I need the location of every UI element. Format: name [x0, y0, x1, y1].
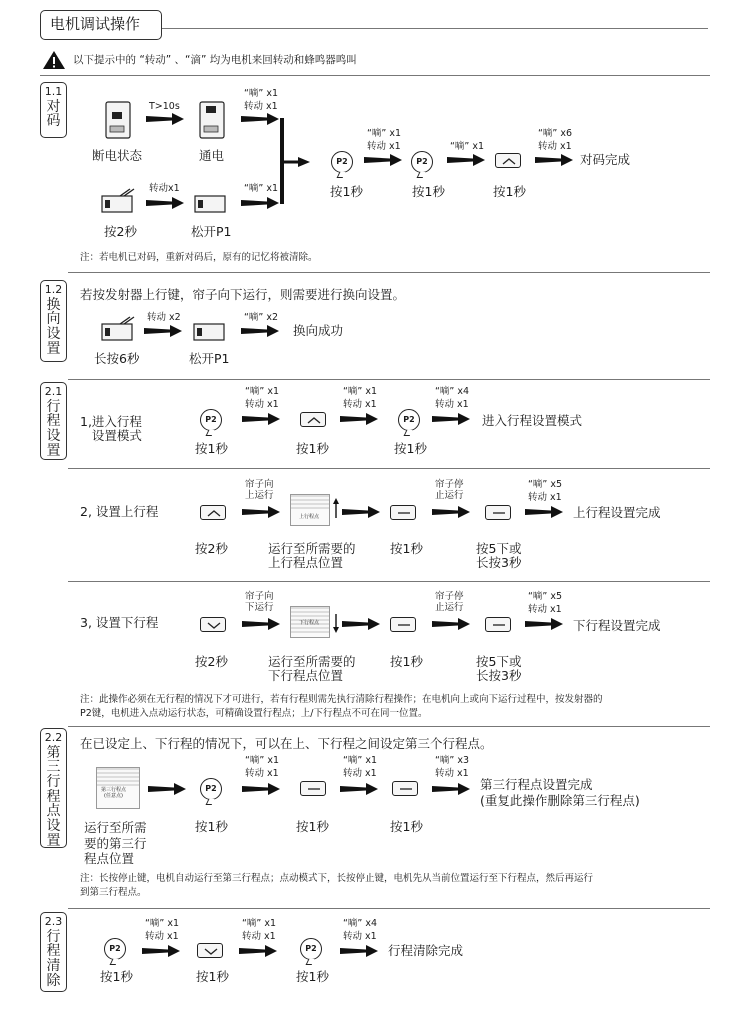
beep-count: “嘀” x1 [145, 918, 180, 929]
down-key-icon [200, 617, 226, 632]
arrow-icon [525, 506, 565, 518]
section-label-2-1: 2.1 行 程 设 置 [40, 382, 67, 460]
down-key-icon [197, 943, 223, 958]
p2-button-icon: P2 [331, 151, 353, 173]
label-press-1s: 按1秒 [195, 819, 228, 834]
divider [68, 908, 710, 909]
arrow-icon [432, 783, 472, 795]
arrow-icon [242, 618, 282, 630]
arrow-icon [241, 325, 281, 337]
arrow-icon [241, 197, 281, 209]
label-press-1s: 按1秒 [390, 654, 423, 669]
label-press-1s: 按1秒 [412, 184, 445, 199]
beep-count: “嘀” x5 [528, 479, 563, 490]
down-arrow-icon [332, 612, 340, 634]
beep-count: “嘀” x1 [245, 386, 280, 397]
beep-count: “嘀” x1 [343, 755, 378, 766]
step-enter-mode: 1,进入行程 设置模式 [80, 414, 142, 444]
label-long-press-6s: 长按6秒 [94, 351, 140, 366]
arrow-icon [432, 618, 472, 630]
merge-bracket-icon [280, 116, 312, 208]
turn-count: 转动 x2 [147, 312, 181, 323]
note: 注：若电机已对码，重新对码后，原有的记忆将被清除。 [80, 252, 318, 263]
divider [68, 272, 710, 273]
label-press-2s: 按2秒 [195, 654, 228, 669]
turn-count: 转动 x1 [435, 399, 469, 410]
stop-key-icon [390, 505, 416, 520]
label-press-1s: 按1秒 [195, 441, 228, 456]
curtain-point-label: 上行程点 [299, 514, 320, 520]
label-press-1s: 按1秒 [296, 819, 329, 834]
enter-travel-mode: 进入行程设置模式 [482, 413, 583, 428]
arrow-icon [432, 506, 472, 518]
remote-control-icon [193, 188, 231, 216]
label-press-1s: 按1秒 [296, 969, 329, 984]
p2-button-icon: P2 [200, 409, 222, 431]
p2-button-icon: P2 [411, 151, 433, 173]
curtain-lower-diagram [290, 606, 330, 638]
run-to-third: 运行至所需 要的第三行 程点位置 [84, 820, 147, 867]
arrow-icon [148, 783, 188, 795]
p2-button-icon: P2 [200, 778, 222, 800]
turn-count: 转动 x1 [145, 931, 179, 942]
arrow-icon [525, 618, 565, 630]
label-power-off: 断电状态 [92, 148, 143, 163]
arrow-icon [342, 618, 382, 630]
label-release-p1: 松开P1 [191, 224, 232, 239]
turn-count: 转动 x1 [538, 141, 572, 152]
arrow-icon [340, 945, 380, 957]
beep-count: “嘀” x1 [367, 128, 402, 139]
beep-count: “嘀” x4 [343, 918, 378, 929]
beep-count: “嘀” x5 [528, 591, 563, 602]
stop-key-icon [392, 781, 418, 796]
turn-count: 转动 x1 [343, 768, 377, 779]
arrow-icon [242, 506, 282, 518]
curtain-up-running: 帘子向 上运行 [245, 479, 274, 502]
label-press-2s: 按2秒 [104, 224, 137, 239]
beep-count: “嘀” x1 [245, 755, 280, 766]
arrow-icon [364, 154, 404, 166]
arrow-icon [342, 506, 382, 518]
pairing-complete: 对码完成 [580, 152, 631, 167]
arrow-icon [142, 945, 182, 957]
divider [40, 75, 710, 76]
warning-text: 以下提示中的 “转动” 、“滴” 均为电机来回转动和蜂鸣器鸣叫 [73, 54, 357, 66]
stop-key-icon [485, 505, 511, 520]
label-release-p1: 松开P1 [189, 351, 230, 366]
beep-count: “嘀” x1 [244, 183, 279, 194]
section-label-1-1: 1.1 对 码 [40, 82, 67, 138]
breaker-on-icon [198, 100, 228, 140]
beep-count: “嘀” x6 [538, 128, 573, 139]
travel-cleared: 行程清除完成 [388, 943, 464, 958]
label-press-1s: 按1秒 [493, 184, 526, 199]
turn-count: 转动 x1 [367, 141, 401, 152]
arrow-icon [146, 113, 186, 125]
arrow-icon [242, 413, 282, 425]
step-set-lower: 3, 设置下行程 [80, 615, 159, 630]
turn-count: 转动 x1 [435, 768, 469, 779]
divider [68, 379, 710, 380]
turn-count: 转动 x1 [528, 492, 562, 503]
up-key-icon [495, 153, 521, 168]
breaker-off-icon [104, 100, 134, 140]
note: 注：长按停止键，电机自动运行至第三行程点；点动模式下，长按停止键，电机先从当前位置运行至下行程点，然后再运行 到第三行程点。 [80, 873, 594, 898]
turn-count: 转动 x1 [245, 399, 279, 410]
up-arrow-icon [332, 498, 340, 520]
label-press-1s: 按1秒 [390, 819, 423, 834]
label-press-1s: 按1秒 [394, 441, 427, 456]
label-press-2s: 按2秒 [195, 541, 228, 556]
third-point-complete: 第三行程点设置完成 (重复此操作删除第三行程点) [480, 777, 640, 809]
up-key-icon [200, 505, 226, 520]
divider [68, 726, 710, 727]
arrow-icon [146, 197, 186, 209]
curtain-stopped: 帘子停 止运行 [435, 591, 464, 614]
label-press-1s: 按1秒 [196, 969, 229, 984]
label-press-1s: 按1秒 [330, 184, 363, 199]
arrow-icon [340, 783, 380, 795]
p2-button-icon: P2 [398, 409, 420, 431]
stop-key-icon [390, 617, 416, 632]
arrow-icon [144, 325, 184, 337]
label-press-1s: 按1秒 [100, 969, 133, 984]
arrow-icon [241, 113, 281, 125]
curtain-stopped: 帘子停 止运行 [435, 479, 464, 502]
turn-count: 转动 x1 [245, 768, 279, 779]
arrow-icon [340, 413, 380, 425]
curtain-down-running: 帘子向 下运行 [245, 591, 274, 614]
section-label-2-2: 2.2 第 三 行 程 点 设 置 [40, 728, 67, 848]
curtain-upper-diagram [290, 494, 330, 526]
label-t10s: T>10s [149, 101, 180, 112]
page-title: 电机调试操作 [40, 10, 162, 40]
curtain-point-label: 下行程点 [299, 620, 320, 626]
turn-count: 转动x1 [149, 183, 180, 194]
beep-count: “嘀” x4 [435, 386, 470, 397]
label-power-on: 通电 [199, 148, 225, 163]
label-press-5-or-3s: 按5下或 长按3秒 [476, 654, 522, 684]
turn-count: 转动 x1 [242, 931, 276, 942]
turn-count: 转动 x1 [244, 101, 278, 112]
beep-count: “嘀” x1 [343, 386, 378, 397]
arrow-icon [535, 154, 575, 166]
divider [68, 581, 710, 582]
section-label-1-2: 1.2 换 向 设 置 [40, 280, 67, 362]
arrow-icon [242, 783, 282, 795]
lower-travel-complete: 下行程设置完成 [573, 618, 661, 633]
p2-button-icon: P2 [104, 938, 126, 960]
stop-key-icon [485, 617, 511, 632]
note: 注：此操作必须在无行程的情况下才可进行，若有行程则需先执行清除行程操作；在电机向上或向下运行过程中，按发射器的 P2键，电机进入点动运行状态，可精确设置行程点；上/下行程点不可在同一位置。 [80, 694, 603, 719]
step-set-upper: 2, 设置上行程 [80, 504, 159, 519]
run-to-upper: 运行至所需要的 上行程点位置 [268, 541, 356, 571]
p2-button-icon: P2 [300, 938, 322, 960]
title-divider [162, 28, 708, 29]
turn-count: 转动 x1 [343, 399, 377, 410]
remote-control-icon [100, 188, 138, 216]
third-point-intro: 在已设定上、下行程的情况下，可以在上、下行程之间设定第三个行程点。 [80, 736, 493, 751]
beep-count: “嘀” x1 [244, 88, 279, 99]
label-press-1s: 按1秒 [390, 541, 423, 556]
reverse-intro: 若按发射器上行键，帘子向下运行，则需要进行换向设置。 [80, 287, 406, 302]
beep-count: “嘀” x1 [450, 141, 485, 152]
reverse-success: 换向成功 [293, 323, 344, 338]
curtain-third-point-diagram [96, 767, 140, 809]
upper-travel-complete: 上行程设置完成 [573, 505, 661, 520]
remote-control-icon [100, 316, 138, 344]
beep-count: “嘀” x1 [242, 918, 277, 929]
turn-count: 转动 x1 [528, 604, 562, 615]
run-to-lower: 运行至所需要的 下行程点位置 [268, 654, 356, 684]
curtain-point-label: 第三行程点 (任意点) [101, 787, 127, 799]
divider [68, 468, 710, 469]
warning-icon [42, 50, 66, 74]
stop-key-icon [300, 781, 326, 796]
arrow-icon [447, 154, 487, 166]
section-label-2-3: 2.3 行 程 清 除 [40, 912, 67, 992]
arrow-icon [432, 413, 472, 425]
arrow-icon [239, 945, 279, 957]
beep-count: “嘀” x2 [244, 312, 279, 323]
up-key-icon [300, 412, 326, 427]
label-press-5-or-3s: 按5下或 长按3秒 [476, 541, 522, 571]
remote-control-icon [192, 316, 230, 344]
turn-count: 转动 x1 [343, 931, 377, 942]
beep-count: “嘀” x3 [435, 755, 470, 766]
label-press-1s: 按1秒 [296, 441, 329, 456]
